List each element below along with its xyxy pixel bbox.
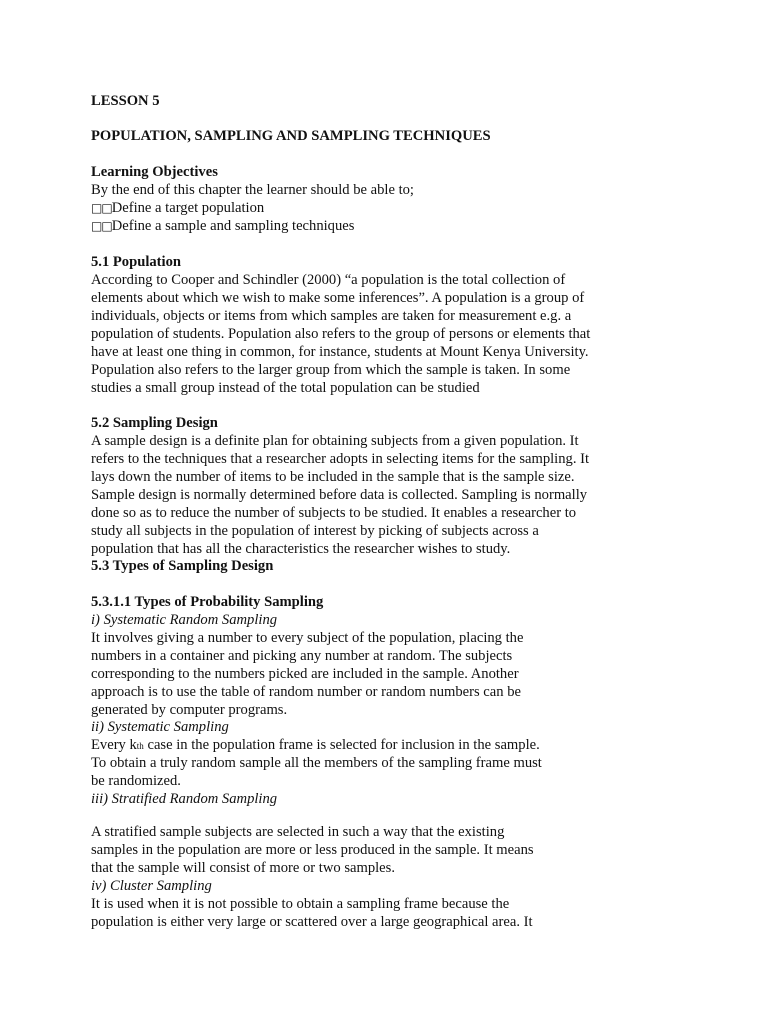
paragraph-line: done so as to reduce the number of subjects to be studied. It enables a researcher to <box>91 505 577 521</box>
paragraph-line: refers to the techniques that a researcher adopts in selecting items for the sampling. It <box>91 451 590 467</box>
paragraph-line: population of students. Population also refers to the group of persons or elements that <box>91 326 591 342</box>
paragraph-line: To obtain a truly random sample all the members of the sampling frame must <box>91 755 542 771</box>
objectives-intro: By the end of this chapter the learner should be able to; <box>91 182 414 198</box>
item-heading-systematic: ii) Systematic Sampling <box>91 719 229 735</box>
objective-text: Define a target population <box>111 200 265 216</box>
section-heading-types: 5.3 Types of Sampling Design <box>91 558 274 574</box>
paragraph-line: Sample design is normally determined before data is collected. Sampling is normally <box>91 487 588 503</box>
paragraph-line: It involves giving a number to every subject of the population, placing the <box>91 630 524 646</box>
subsection-heading-probability: 5.3.1.1 Types of Probability Sampling <box>91 594 324 610</box>
objective-text: Define a sample and sampling techniques <box>111 218 355 234</box>
paragraph-line: lays down the number of items to be included in the sample that is the sample size. <box>91 469 575 485</box>
paragraph-line: elements about which we wish to make some inferences”. A population is a group of <box>91 290 585 306</box>
objectives-heading: Learning Objectives <box>91 164 218 180</box>
paragraph-line: that the sample will consist of more or two samples. <box>91 860 395 876</box>
paragraph-line: studies a small group instead of the total population can be studied <box>91 380 480 396</box>
paragraph-line: Population also refers to the larger group from which the sample is taken. In some <box>91 362 571 378</box>
paragraph-line: population that has all the characteristics the researcher wishes to study. <box>91 541 511 557</box>
paragraph-line: It is used when it is not possible to obtain a sampling frame because the <box>91 896 510 912</box>
item-heading-cluster: iv) Cluster Sampling <box>91 878 212 894</box>
bullet-box-icon: □□ <box>91 219 112 233</box>
paragraph-line: population is either very large or scattered over a large geographical area. It <box>91 914 533 930</box>
lesson-number: LESSON 5 <box>91 93 160 109</box>
paragraph-line: A stratified sample subjects are selected in such a way that the existing <box>91 824 505 840</box>
section-heading-design: 5.2 Sampling Design <box>91 415 218 431</box>
paragraph-line: numbers in a container and picking any number at random. The subjects <box>91 648 513 664</box>
paragraph-line: According to Cooper and Schindler (2000) “a population is the total collection of <box>91 272 566 288</box>
item-heading-stratified: iii) Stratified Random Sampling <box>91 791 278 807</box>
paragraph-line: individuals, objects or items from which samples are taken for measurement e.g. a <box>91 308 572 324</box>
paragraph-line: samples in the population are more or less produced in the sample. It means <box>91 842 534 858</box>
lesson-title: POPULATION, SAMPLING AND SAMPLING TECHNIQUES <box>91 128 491 144</box>
section-heading-population: 5.1 Population <box>91 254 182 270</box>
item-heading-systematic-random: i) Systematic Random Sampling <box>91 612 278 628</box>
bullet-box-icon: □□ <box>91 201 112 215</box>
paragraph-line: Every kth case in the population frame is selected for inclusion in the sample. <box>91 737 540 753</box>
objective-item <box>91 218 354 236</box>
subscript-th: th <box>136 741 144 751</box>
paragraph-line: study all subjects in the population of interest by picking of subjects across a <box>91 523 539 539</box>
paragraph-line: generated by computer programs. <box>91 702 288 718</box>
paragraph-line: approach is to use the table of random number or random numbers can be <box>91 684 521 700</box>
objective-item <box>91 200 264 218</box>
paragraph-line: be randomized. <box>91 773 181 789</box>
paragraph-line: A sample design is a definite plan for obtaining subjects from a given population. It <box>91 433 579 449</box>
paragraph-line: have at least one thing in common, for instance, students at Mount Kenya University. <box>91 344 589 360</box>
paragraph-line: corresponding to the numbers picked are included in the sample. Another <box>91 666 519 682</box>
